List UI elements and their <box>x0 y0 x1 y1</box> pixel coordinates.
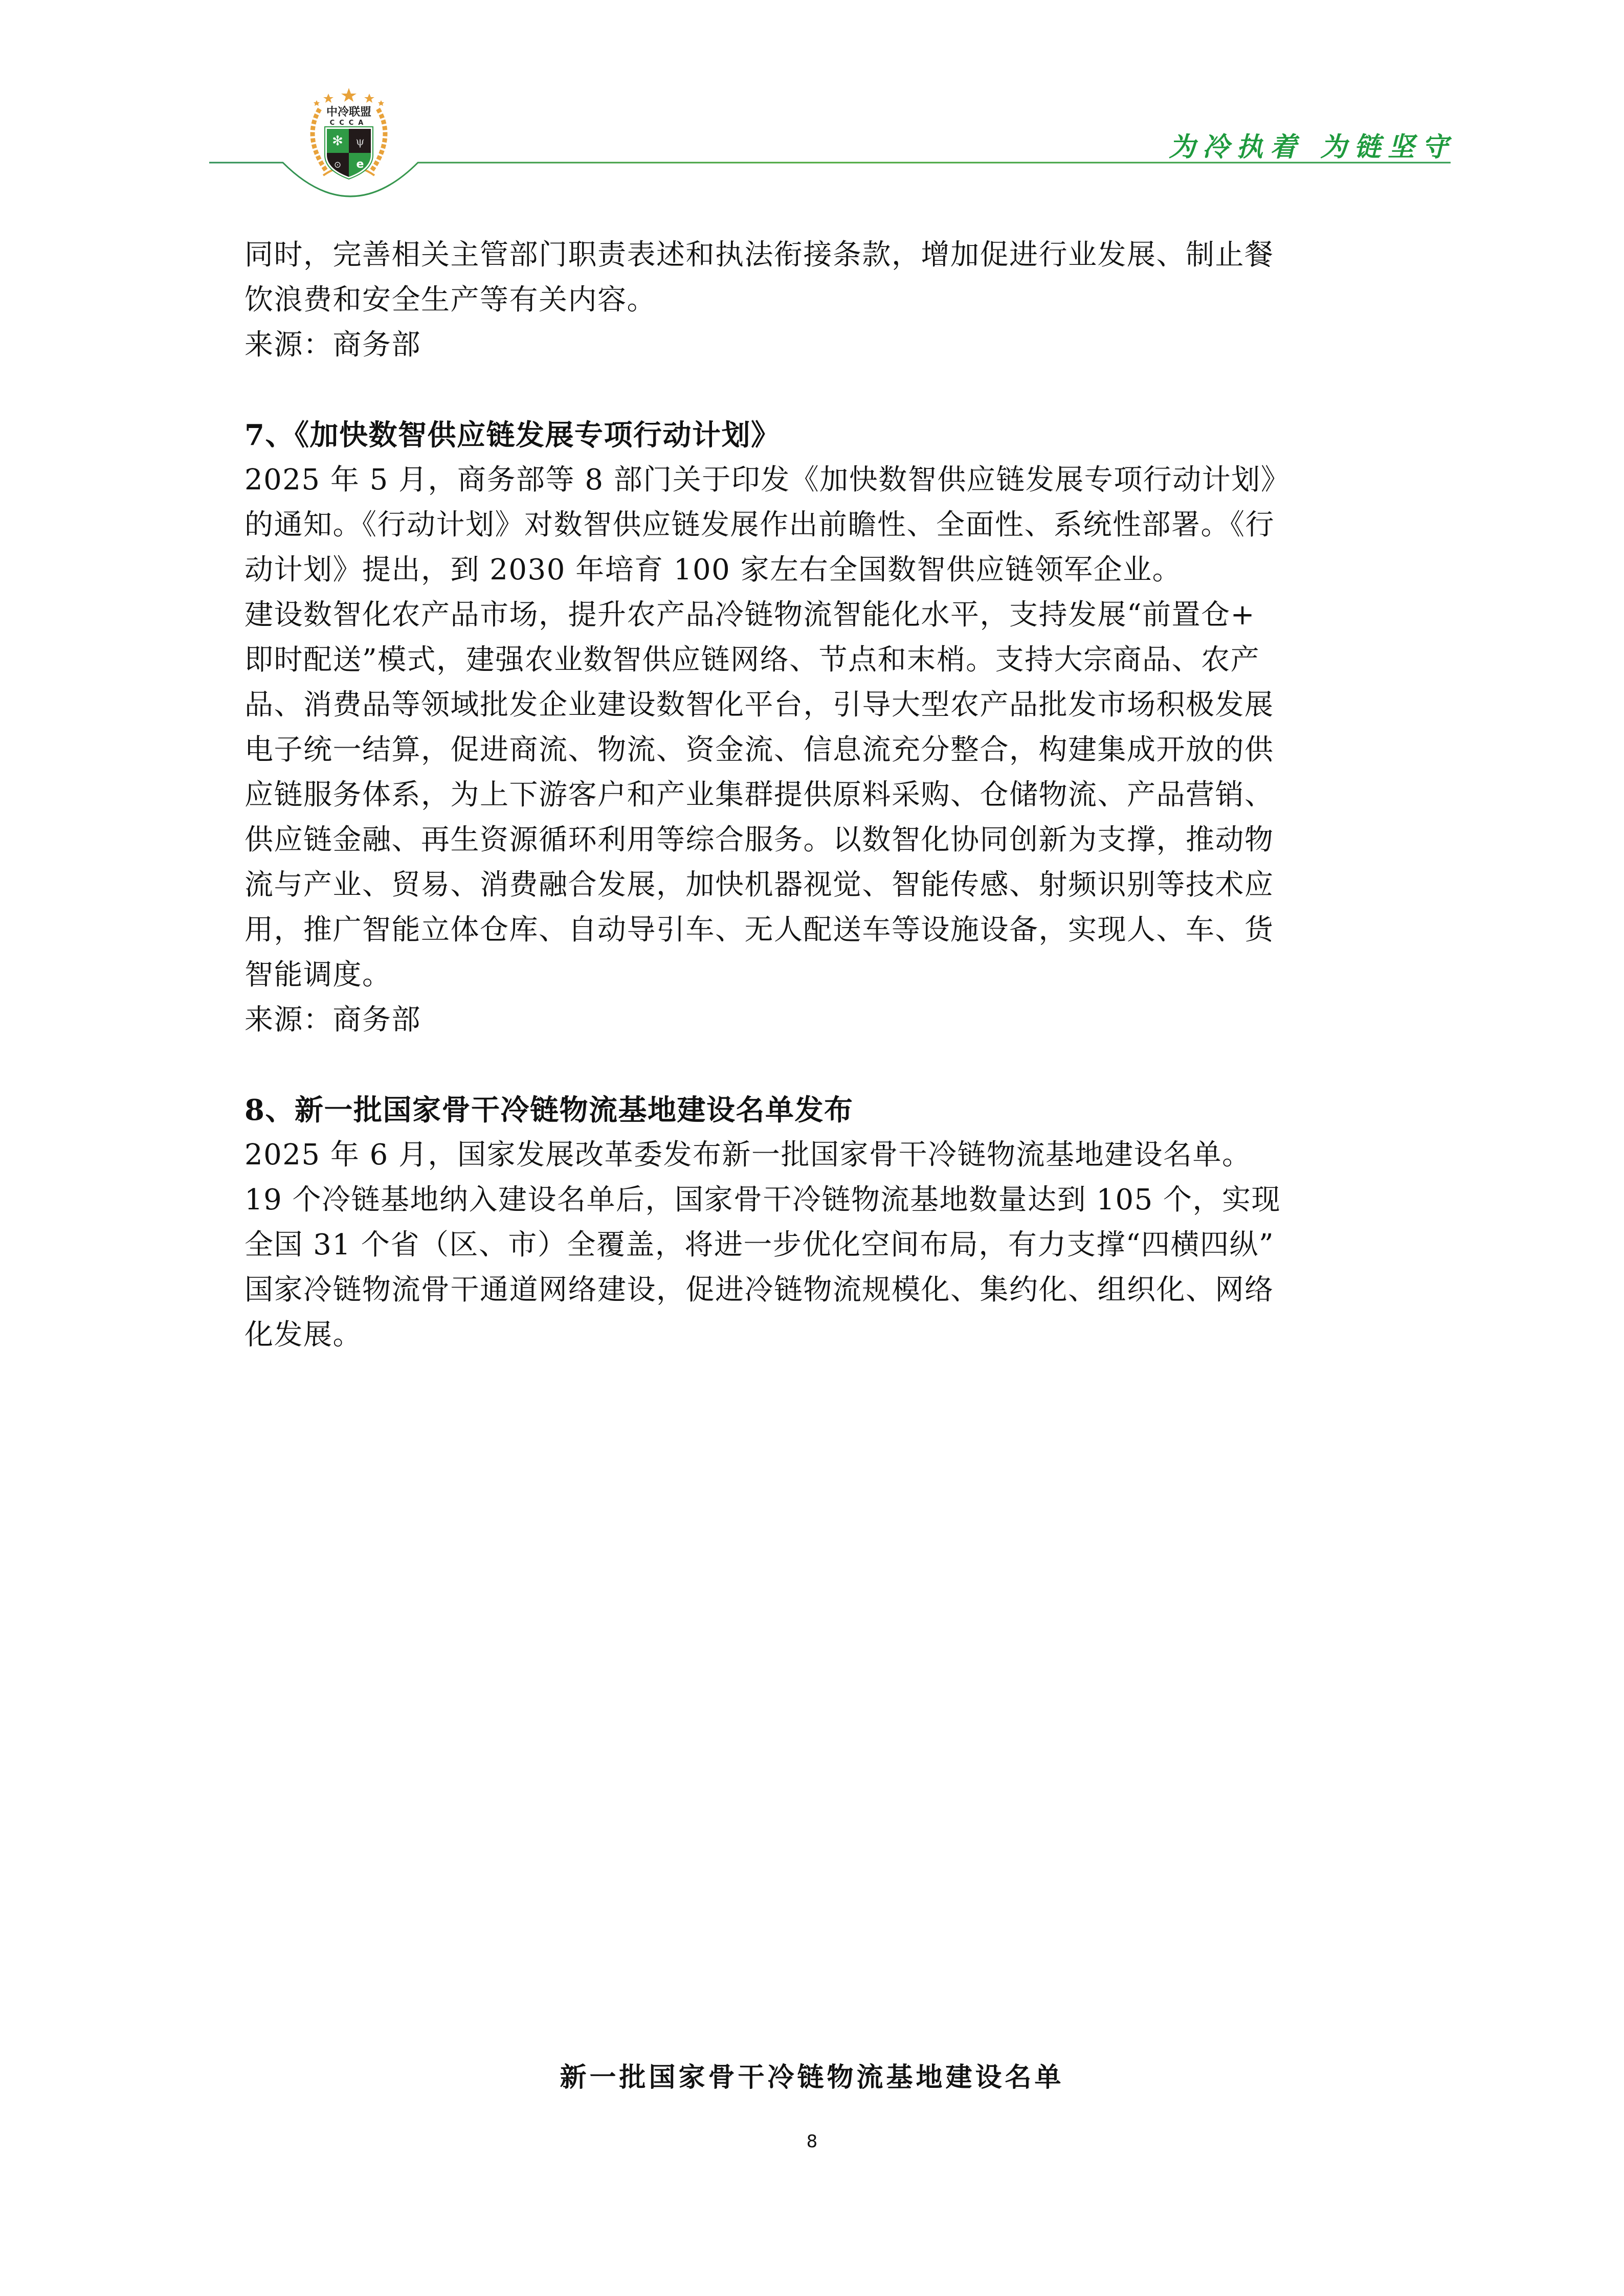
svg-text:ψ: ψ <box>355 136 365 148</box>
paragraph-line: 应链服务体系，为上下游客户和产业集群提供原料采购、仓储物流、产品营销、 <box>244 778 1274 812</box>
page-header <box>0 0 1624 215</box>
svg-text:中冷联盟: 中冷联盟 <box>326 106 372 119</box>
page-number: 8 <box>806 2131 818 2152</box>
svg-text:✻: ✻ <box>332 133 343 149</box>
paragraph-line: 建设数智化农产品市场，提升农产品冷链物流智能化水平，支持发展“前置仓+ <box>244 598 1256 632</box>
intro-line: 饮浪费和安全生产等有关内容。 <box>244 283 656 317</box>
paragraph-line: 国家冷链物流骨干通道网络建设，促进冷链物流规模化、集约化、组织化、网络 <box>244 1273 1274 1307</box>
paragraph-line: 电子统一结算，促进商流、物流、资金流、信息流充分整合，构建集成开放的供 <box>244 733 1274 767</box>
table-title: 新一批国家骨干冷链物流基地建设名单 <box>560 2062 1064 2093</box>
paragraph-line: 供应链金融、再生资源循环利用等综合服务。以数智化协同创新为支撑，推动物 <box>244 823 1274 857</box>
svg-text:e: e <box>356 158 364 171</box>
intro-line: 同时，完善相关主管部门职责表述和执法衔接条款，增加促进行业发展、制止餐 <box>244 238 1274 272</box>
ccca-shield-logo-icon <box>300 86 397 186</box>
paragraph-line: 19 个冷链基地纳入建设名单后，国家骨干冷链物流基地数量达到 105 个，实现 <box>244 1183 1281 1217</box>
section-7-heading: 7、《加快数智供应链发展专项行动计划》 <box>244 418 781 452</box>
paragraph-line: 智能调度。 <box>244 958 392 992</box>
header-rule-line <box>0 0 1624 215</box>
paragraph-line: 的通知。《行动计划》对数智供应链发展作出前瞻性、全面性、系统性部署。《行 <box>244 508 1275 542</box>
paragraph-line: 品、消费品等领域批发企业建设数智化平台，引导大型农产品批发市场积极发展 <box>244 688 1274 722</box>
paragraph-line: 即时配送”模式，建强农业数智供应链网络、节点和末梢。支持大宗商品、农产 <box>244 643 1260 677</box>
paragraph-line: 流与产业、贸易、消费融合发展，加快机器视觉、智能传感、射频识别等技术应 <box>244 868 1274 902</box>
document-body <box>244 233 1385 1358</box>
paragraph-line: 全国 31 个省（区、市）全覆盖，将进一步优化空间布局，有力支撑“四横四纵” <box>244 1228 1275 1262</box>
paragraph-line: 2025 年 6 月，国家发展改革委发布新一批国家骨干冷链物流基地建设名单。 <box>244 1138 1252 1172</box>
section-8-heading: 8、新一批国家骨干冷链物流基地建设名单发布 <box>244 1093 854 1127</box>
paragraph-line: 用，推广智能立体仓库、自动导引车、无人配送车等设施设备，实现人、车、货 <box>244 913 1274 947</box>
paragraph-line: 化发展。 <box>244 1318 362 1352</box>
source-line: 来源：商务部 <box>244 1003 421 1037</box>
paragraph-line: 动计划》提出，到 2030 年培育 100 家左右全国数智供应链领军企业。 <box>244 553 1182 587</box>
header-slogan: 为冷执着 为链坚守 <box>1169 132 1456 163</box>
svg-text:⊙: ⊙ <box>333 160 342 170</box>
svg-text:CCCA: CCCA <box>329 119 368 127</box>
source-line: 来源：商务部 <box>244 328 421 362</box>
paragraph-line: 2025 年 5 月，商务部等 8 部门关于印发《加快数智供应链发展专项行动计划》 <box>244 463 1291 497</box>
